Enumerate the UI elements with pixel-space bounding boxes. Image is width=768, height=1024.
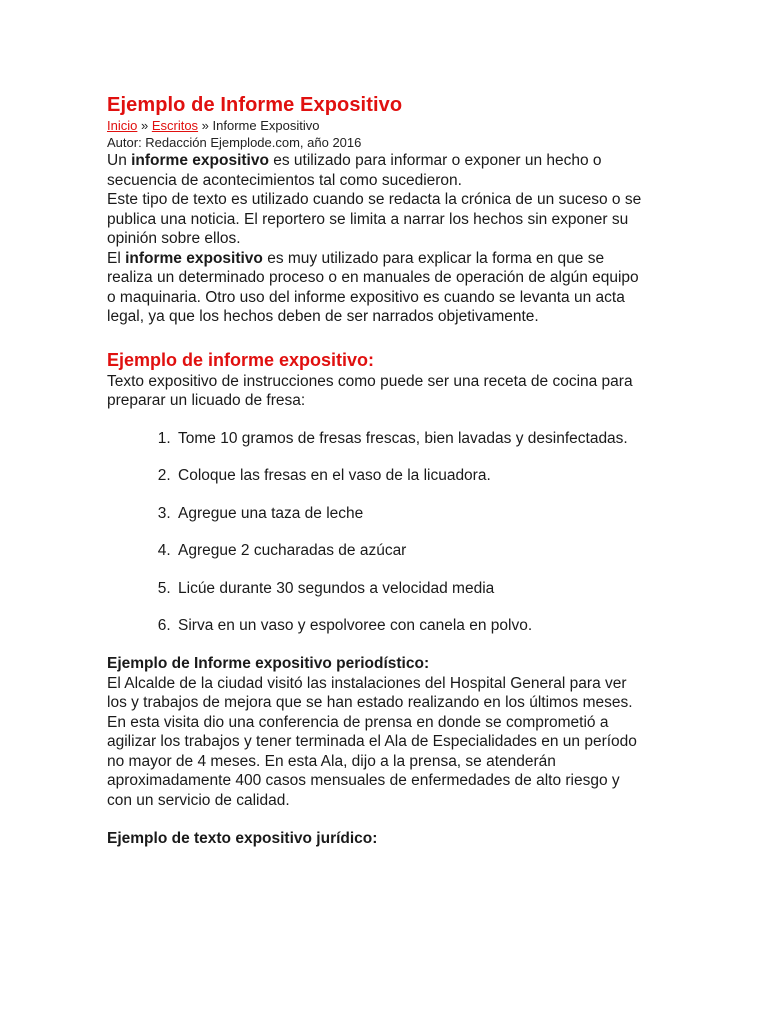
periodistico-heading: Ejemplo de Informe expositivo periodístico: — [107, 654, 430, 672]
juridico-heading: Ejemplo de texto expositivo jurídico: — [107, 830, 378, 847]
uses-text-end: es muy utilizado para explicar la forma en que se realiza un determinado proceso o en manuales de operación de algún equipo o maquinaria. Otro uso del informe expositivo es cuando se levanta un acta legal, ya que los hechos deben de ser narrados objetivamente. — [107, 249, 639, 325]
recipe-intro-paragraph: Texto expositivo de instrucciones como puede ser una receta de cocina para preparar un licuado de fresa: — [107, 372, 633, 409]
periodistico-paragraph: El Alcalde de la ciudad visitó las instalaciones del Hospital General para ver los y trabajos de mejora que se han estado realizando en los últimos meses. En esta visita dio una conferencia de prensa en donde se comprometió a agilizar los trabajos y tener terminada el Ala de Especialidades en un período no mayor de 4 meses. En esta Ala, dijo a la prensa, se atenderán aproximadamente 400 casos mensuales de enfermedades de alto riesgo y con un servicio de calidad. — [107, 674, 637, 809]
intro-paragraph — [107, 151, 647, 190]
uses-paragraph — [107, 249, 647, 327]
list-item: 3. Agregue una taza de leche — [175, 504, 647, 524]
author-line: Autor: Redacción Ejemplode.com, año 2016 — [107, 135, 362, 150]
page-title: Ejemplo de Informe Expositivo — [107, 94, 403, 116]
breadcrumb-link-home[interactable]: Inicio — [107, 118, 138, 133]
recipe-steps-list — [107, 429, 647, 636]
breadcrumb-link-section[interactable]: Escritos — [151, 118, 199, 133]
breadcrumb-separator: » — [137, 118, 152, 133]
list-item: 5. Licúe durante 30 segundos a velocidad media — [175, 579, 647, 599]
breadcrumb — [107, 118, 647, 134]
example-heading: Ejemplo de informe expositivo: — [107, 349, 375, 370]
intro-text-end: es utilizado para informar o exponer un hecho o secuencia de acontecimientos tal como sucedieron. — [107, 152, 602, 189]
list-item: 2. Coloque las fresas en el vaso de la licuadora. — [175, 466, 647, 486]
list-item: 1. Tome 10 gramos de fresas frescas, bien lavadas y desinfectadas. — [175, 429, 647, 449]
intro-text-start: Un — [107, 152, 132, 169]
breadcrumb-separator: » — [198, 118, 213, 133]
description-paragraph: Este tipo de texto es utilizado cuando se redacta la crónica de un suceso o se publica una noticia. El reportero se limita a narrar los hechos sin exponer su opinión sobre ellos. — [107, 191, 642, 247]
list-item: 6. Sirva en un vaso y espolvoree con canela en polvo. — [175, 616, 647, 636]
intro-bold-term: informe expositivo — [131, 152, 269, 169]
document-page — [107, 92, 647, 849]
uses-text-start: El — [107, 249, 126, 267]
list-item: 4. Agregue 2 cucharadas de azúcar — [175, 541, 647, 561]
uses-bold-term: informe expositivo — [125, 249, 263, 267]
breadcrumb-current: Informe Expositivo — [212, 118, 320, 133]
